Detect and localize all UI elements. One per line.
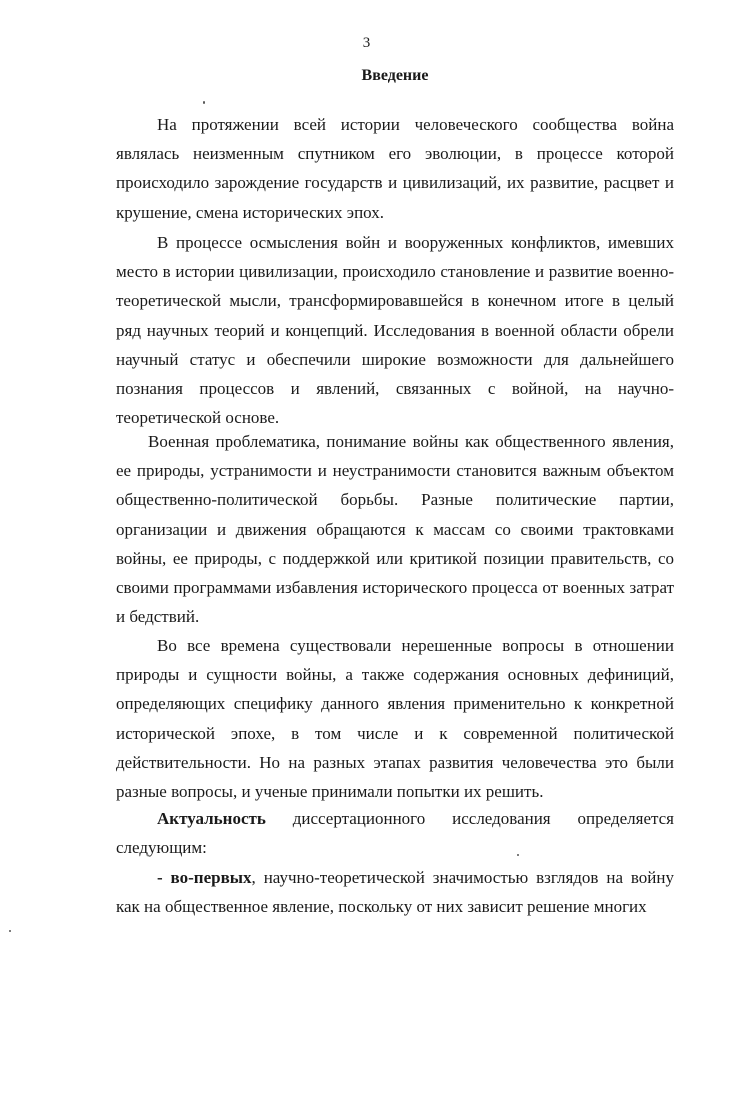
relevance-term: Актуальность (157, 809, 266, 828)
paragraph-6 (116, 863, 674, 921)
paragraph-5 (116, 804, 674, 862)
paragraph-6-text: , научно-теоретической значимостью взглядов на войну как на общественное явление, поскольку от них зависит решение многих (116, 868, 674, 917)
scan-speck (203, 101, 205, 104)
first-point-term: - во-первых (157, 868, 252, 887)
page-number: 3 (362, 35, 371, 51)
paragraph-3: Военная проблематика, понимание войны как общественного явления, ее природы, устранимости и неустранимости становится важным объектом общественно-политической борьбы. Разные политические партии, организации и движения обращаются к массам со своими трактовками войны, ее природы, с поддержкой или критикой позиции правительств, со своими программами избавления исторического процесса от военных затрат и бедствий. (116, 432, 674, 627)
paragraph-4: Во все времена существовали нерешенные вопросы в отношении природы и сущности войны, а также содержания основных дефиниций, определяющих специфику данного явления применительно к конкретной исторической эпохе, в том числе и к современной политической действительности. Но на разных этапах развития человечества это были разные вопросы, и ученые принимали попытки их решить. (116, 636, 674, 802)
paragraph-2: В процессе осмысления войн и вооруженных конфликтов, имевших место в истории цивилизации, происходило становление и развитие военно-теоретической мысли, трансформировавшейся в конечном итоге в целый ряд научных теорий и концепций. Исследования в военной области обрели научный статус и обеспечили широкие возможности для дальнейшего познания процессов и явлений, связанных с войной, на научно-теоретической основе. (116, 233, 674, 428)
paragraph-5-text: диссертационного исследования определяется следующим: (116, 809, 674, 858)
scan-speck (9, 930, 11, 932)
paragraph-1: На протяжении всей истории человеческого сообщества война являлась неизменным спутником его эволюции, в процессе которой происходило зарождение государств и цивилизаций, их развитие, расцвет и крушение, смена исторических эпох. (116, 115, 674, 222)
section-heading: Введение (361, 67, 429, 84)
scan-speck (517, 854, 519, 856)
